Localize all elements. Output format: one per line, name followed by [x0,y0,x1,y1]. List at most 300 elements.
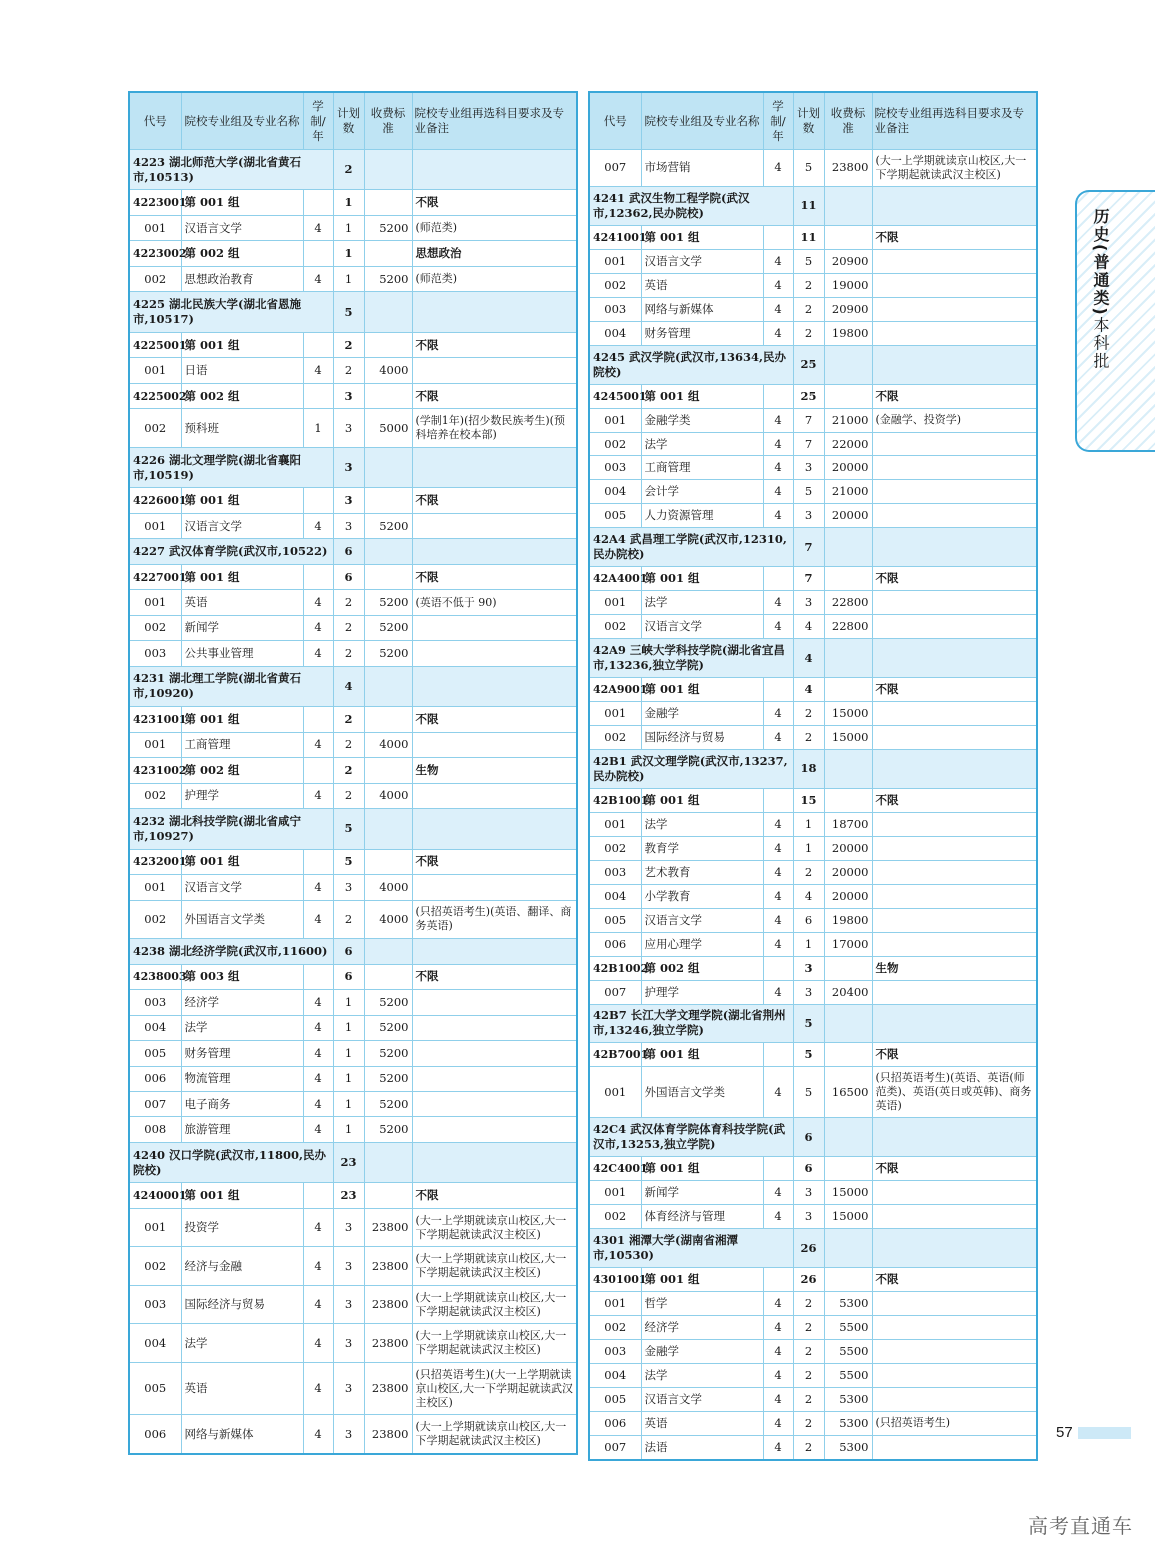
major-row [589,456,1037,480]
group-code-cell: 42B7001 [589,1043,641,1067]
empty-cell [872,1118,1037,1157]
side-tab-text [1089,208,1112,371]
major-name-cell: 国际经济与贸易 [181,1285,303,1323]
school-row [129,1142,577,1182]
major-note-cell: (大一上学期就读京山校区,大一下学期起就读武汉主校区) [412,1247,577,1285]
empty-cell [824,1004,872,1043]
major-fee-cell: 5000 [364,409,412,447]
major-plan-cell: 2 [793,1339,824,1363]
major-name-cell: 电子商务 [181,1091,303,1116]
group-row [589,1043,1037,1067]
group-name-cell: 第 001 组 [181,707,303,732]
major-fee-cell: 20000 [824,860,872,884]
school-name-cell: 4226 湖北文理学院(湖北省襄阳市,10519) [129,447,333,487]
major-name-cell: 人力资源管理 [641,504,763,528]
empty-cell [763,1157,793,1181]
major-years-cell: 4 [763,932,793,956]
major-plan-cell: 3 [793,1205,824,1229]
major-plan-cell: 1 [793,932,824,956]
major-fee-cell: 5200 [364,1041,412,1066]
major-years-cell: 4 [763,456,793,480]
side-tab-category: (普通类) [1091,244,1110,317]
major-fee-cell: 20000 [824,836,872,860]
group-name-cell: 第 001 组 [181,332,303,357]
empty-cell [364,564,412,589]
major-note-cell [412,1015,577,1040]
major-fee-cell: 5200 [364,1066,412,1091]
group-requirement-cell: 不限 [872,567,1037,591]
major-note-cell [872,249,1037,273]
major-fee-cell: 4000 [364,875,412,900]
major-years-cell: 4 [763,273,793,297]
major-note-cell: (学制1年)(招少数民族考生)(预科培养在校本部) [412,409,577,447]
major-note-cell [412,1117,577,1142]
major-name-cell: 汉语言文学 [641,1387,763,1411]
empty-cell [303,1183,333,1208]
empty-cell [364,488,412,513]
major-plan-cell: 3 [793,980,824,1004]
major-row [129,1015,577,1040]
major-fee-cell: 19800 [824,321,872,345]
empty-cell [824,384,872,408]
major-name-cell: 金融学 [641,702,763,726]
group-code-cell: 4231002 [129,758,181,783]
admission-table-right [588,91,1038,1461]
major-years-cell: 4 [763,1435,793,1459]
major-row [589,908,1037,932]
major-years-cell: 4 [763,321,793,345]
school-row [129,539,577,564]
major-years-cell: 4 [303,590,333,615]
group-row [589,384,1037,408]
school-name-cell: 42A9 三峡大学科技学院(湖北省宜昌市,13236,独立学院) [589,639,793,678]
major-plan-cell: 2 [793,1316,824,1340]
school-name-cell: 4225 湖北民族大学(湖北省恩施市,10517) [129,292,333,332]
major-code-cell: 002 [589,836,641,860]
major-plan-cell: 2 [793,321,824,345]
major-plan-cell: 7 [793,408,824,432]
school-name-cell: 42B7 长江大学文理学院(湖北省荆州市,13246,独立学院) [589,1004,793,1043]
major-row [129,900,577,938]
major-row [589,1411,1037,1435]
major-code-cell: 001 [589,1292,641,1316]
major-fee-cell: 22800 [824,591,872,615]
group-requirement-cell: 不限 [412,383,577,408]
group-plan-cell: 1 [333,241,364,266]
major-plan-cell: 3 [333,1247,364,1285]
school-row [589,639,1037,678]
major-plan-cell: 1 [333,1066,364,1091]
group-code-cell: 42B1001 [589,788,641,812]
empty-cell [824,1157,872,1181]
empty-cell [763,956,793,980]
major-code-cell: 001 [589,1067,641,1118]
major-code-cell: 001 [129,215,181,240]
group-code-cell: 4232001 [129,849,181,874]
school-plan-cell: 26 [793,1229,824,1268]
major-note-cell [872,1387,1037,1411]
major-plan-cell: 2 [793,702,824,726]
major-fee-cell: 5300 [824,1292,872,1316]
empty-cell [364,447,412,487]
major-note-cell: (大一上学期就读京山校区,大一下学期起就读武汉主校区) [412,1208,577,1246]
group-row [129,190,577,215]
major-code-cell: 001 [589,812,641,836]
group-requirement-cell: 不限 [412,564,577,589]
major-years-cell: 4 [763,1316,793,1340]
major-row [589,150,1037,187]
major-row [589,480,1037,504]
header-fee: 收费标准 [824,92,872,150]
major-name-cell: 汉语言文学 [641,615,763,639]
major-years-cell: 4 [303,513,333,538]
empty-cell [872,749,1037,788]
major-name-cell: 法学 [641,591,763,615]
major-plan-cell: 4 [793,615,824,639]
major-plan-cell: 3 [793,1181,824,1205]
major-plan-cell: 1 [333,215,364,240]
school-plan-cell: 3 [333,447,364,487]
major-years-cell: 4 [303,615,333,640]
major-code-cell: 003 [129,990,181,1015]
school-plan-cell: 4 [793,639,824,678]
major-note-cell [412,1066,577,1091]
major-plan-cell: 2 [793,860,824,884]
major-name-cell: 国际经济与贸易 [641,726,763,750]
major-fee-cell: 4000 [364,900,412,938]
school-row [589,186,1037,225]
group-row [589,678,1037,702]
major-years-cell: 4 [303,1208,333,1246]
group-code-cell: 4223001 [129,190,181,215]
major-note-cell: (大一上学期就读京山校区,大一下学期起就读武汉主校区) [872,150,1037,187]
major-row [129,1324,577,1362]
empty-cell [763,1043,793,1067]
major-name-cell: 思想政治教育 [181,266,303,291]
empty-cell [303,564,333,589]
major-years-cell: 4 [303,900,333,938]
empty-cell [364,964,412,989]
group-plan-cell: 3 [333,488,364,513]
empty-cell [303,332,333,357]
group-name-cell: 第 001 组 [641,788,763,812]
major-name-cell: 公共事业管理 [181,641,303,666]
school-name-cell: 4245 武汉学院(武汉市,13634,民办院校) [589,345,793,384]
major-name-cell: 汉语言文学 [181,875,303,900]
major-name-cell: 日语 [181,358,303,383]
major-fee-cell: 4000 [364,358,412,383]
empty-cell [412,809,577,849]
header-remark: 院校专业组再选科目要求及专业备注 [412,92,577,150]
major-row [589,726,1037,750]
major-note-cell [872,432,1037,456]
empty-cell [824,186,872,225]
group-name-cell: 第 001 组 [641,567,763,591]
header-years: 学制/年 [763,92,793,150]
empty-cell [364,150,412,190]
group-requirement-cell: 不限 [412,849,577,874]
group-row [589,225,1037,249]
major-fee-cell: 5200 [364,513,412,538]
major-name-cell: 应用心理学 [641,932,763,956]
major-plan-cell: 5 [793,249,824,273]
major-name-cell: 外国语言文学类 [181,900,303,938]
major-note-cell [872,615,1037,639]
group-code-cell: 42B1002 [589,956,641,980]
major-note-cell [412,641,577,666]
major-name-cell: 金融学 [641,1339,763,1363]
group-row [589,1268,1037,1292]
group-requirement-cell: 不限 [412,488,577,513]
group-name-cell: 第 002 组 [181,241,303,266]
major-fee-cell: 21000 [824,480,872,504]
group-row [589,567,1037,591]
major-name-cell: 物流管理 [181,1066,303,1091]
major-row [589,591,1037,615]
major-name-cell: 网络与新媒体 [181,1415,303,1454]
major-fee-cell: 5500 [824,1363,872,1387]
empty-cell [303,964,333,989]
empty-cell [412,1142,577,1182]
group-code-cell: 4231001 [129,707,181,732]
empty-cell [872,345,1037,384]
major-fee-cell: 23800 [364,1285,412,1323]
major-note-cell [412,615,577,640]
group-requirement-cell: 生物 [872,956,1037,980]
major-note-cell [872,726,1037,750]
major-years-cell: 4 [763,615,793,639]
major-plan-cell: 2 [333,641,364,666]
empty-cell [412,292,577,332]
major-code-cell: 001 [129,875,181,900]
major-row [589,1292,1037,1316]
major-name-cell: 法学 [641,812,763,836]
major-plan-cell: 3 [333,1208,364,1246]
group-requirement-cell: 不限 [412,707,577,732]
major-years-cell: 4 [763,249,793,273]
group-row [129,707,577,732]
major-code-cell: 001 [129,513,181,538]
major-note-cell [872,1316,1037,1340]
empty-cell [824,567,872,591]
major-code-cell: 003 [129,641,181,666]
major-plan-cell: 4 [793,884,824,908]
major-years-cell: 4 [303,641,333,666]
major-fee-cell: 5300 [824,1435,872,1459]
empty-cell [303,707,333,732]
major-years-cell: 4 [763,726,793,750]
major-code-cell: 002 [589,273,641,297]
group-plan-cell: 3 [333,383,364,408]
major-plan-cell: 2 [793,1363,824,1387]
major-code-cell: 001 [589,408,641,432]
major-row [129,615,577,640]
school-name-cell: 4238 湖北经济学院(武汉市,11600) [129,939,333,964]
school-row [589,1004,1037,1043]
major-note-cell: (英语不低于 90) [412,590,577,615]
group-code-cell: 4241001 [589,225,641,249]
empty-cell [303,849,333,874]
empty-cell [872,528,1037,567]
group-row [129,849,577,874]
major-years-cell: 4 [303,1015,333,1040]
major-plan-cell: 3 [333,1324,364,1362]
major-fee-cell: 19000 [824,273,872,297]
major-years-cell: 4 [763,408,793,432]
major-name-cell: 汉语言文学 [641,249,763,273]
empty-cell [364,539,412,564]
major-code-cell: 004 [589,480,641,504]
major-plan-cell: 2 [333,590,364,615]
major-plan-cell: 2 [793,726,824,750]
header-years: 学制/年 [303,92,333,150]
major-note-cell: (金融学、投资学) [872,408,1037,432]
major-name-cell: 护理学 [181,783,303,808]
major-years-cell: 4 [763,1067,793,1118]
major-fee-cell: 20900 [824,249,872,273]
major-code-cell: 003 [589,297,641,321]
table-header [129,92,577,150]
major-name-cell: 汉语言文学 [181,513,303,538]
major-years-cell: 4 [763,836,793,860]
major-fee-cell: 20000 [824,504,872,528]
major-note-cell [872,1205,1037,1229]
major-plan-cell: 5 [793,1067,824,1118]
major-fee-cell: 20000 [824,884,872,908]
group-name-cell: 第 003 组 [181,964,303,989]
major-fee-cell: 5300 [824,1387,872,1411]
major-plan-cell: 2 [793,1387,824,1411]
major-plan-cell: 1 [333,1091,364,1116]
major-fee-cell: 5500 [824,1339,872,1363]
major-years-cell: 4 [303,1362,333,1414]
empty-cell [763,567,793,591]
group-code-cell: 42A4001 [589,567,641,591]
group-row [129,564,577,589]
group-row [129,488,577,513]
group-requirement-cell: 不限 [872,1268,1037,1292]
major-note-cell [872,1339,1037,1363]
major-fee-cell: 5200 [364,1091,412,1116]
major-code-cell: 002 [129,900,181,938]
major-name-cell: 经济学 [641,1316,763,1340]
major-name-cell: 英语 [641,273,763,297]
major-note-cell [872,591,1037,615]
group-name-cell: 第 001 组 [181,564,303,589]
empty-cell [763,384,793,408]
group-requirement-cell: 生物 [412,758,577,783]
major-years-cell: 4 [303,875,333,900]
group-name-cell: 第 001 组 [641,225,763,249]
school-name-cell: 4231 湖北理工学院(湖北省黄石市,10920) [129,666,333,706]
school-name-cell: 4232 湖北科技学院(湖北省咸宁市,10927) [129,809,333,849]
major-years-cell: 4 [763,297,793,321]
side-tab-batch: 本科批 [1091,316,1110,371]
group-code-cell: 4223002 [129,241,181,266]
school-plan-cell: 2 [333,150,364,190]
major-code-cell: 005 [589,908,641,932]
major-plan-cell: 1 [333,1041,364,1066]
group-row [129,964,577,989]
major-row [589,432,1037,456]
school-row [129,292,577,332]
major-plan-cell: 2 [793,297,824,321]
group-requirement-cell: 不限 [412,964,577,989]
major-name-cell: 艺术教育 [641,860,763,884]
major-code-cell: 002 [129,615,181,640]
major-fee-cell: 5200 [364,1015,412,1040]
major-plan-cell: 7 [793,432,824,456]
major-row [129,1117,577,1142]
major-code-cell: 006 [129,1066,181,1091]
major-code-cell: 004 [589,1363,641,1387]
major-name-cell: 法学 [181,1324,303,1362]
major-row [589,615,1037,639]
major-fee-cell: 5300 [824,1411,872,1435]
empty-cell [364,332,412,357]
major-row [129,1247,577,1285]
major-plan-cell: 3 [793,591,824,615]
major-fee-cell: 20000 [824,456,872,480]
major-note-cell: (只招英语考生)(英语、翻译、商务英语) [412,900,577,938]
school-plan-cell: 6 [333,539,364,564]
major-years-cell: 4 [763,1292,793,1316]
major-code-cell: 002 [589,726,641,750]
major-code-cell: 001 [589,1181,641,1205]
major-fee-cell: 5200 [364,215,412,240]
side-tab-subject: 历史 [1091,208,1110,244]
empty-cell [364,241,412,266]
group-plan-cell: 2 [333,707,364,732]
header-remark: 院校专业组再选科目要求及专业备注 [872,92,1037,150]
major-plan-cell: 3 [333,513,364,538]
header-major: 院校专业组及专业名称 [641,92,763,150]
major-code-cell: 002 [129,409,181,447]
major-row [589,504,1037,528]
major-name-cell: 英语 [641,1411,763,1435]
major-code-cell: 006 [589,1411,641,1435]
major-note-cell [412,783,577,808]
major-fee-cell: 15000 [824,1205,872,1229]
school-plan-cell: 6 [793,1118,824,1157]
group-code-cell: 4238003 [129,964,181,989]
school-name-cell: 42C4 武汉体育学院体育科技学院(武汉市,13253,独立学院) [589,1118,793,1157]
school-name-cell: 4240 汉口学院(武汉市,11800,民办院校) [129,1142,333,1182]
major-plan-cell: 2 [333,783,364,808]
major-fee-cell: 22000 [824,432,872,456]
major-note-cell [412,990,577,1015]
major-row [129,1066,577,1091]
group-code-cell: 42C4001 [589,1157,641,1181]
major-row [589,980,1037,1004]
major-plan-cell: 2 [793,1292,824,1316]
major-years-cell: 1 [303,409,333,447]
major-plan-cell: 2 [793,1435,824,1459]
major-years-cell: 4 [303,215,333,240]
table-body-right [589,150,1037,1460]
major-years-cell: 4 [763,812,793,836]
school-name-cell: 4301 湘潭大学(湖南省湘潭市,10530) [589,1229,793,1268]
major-code-cell: 004 [129,1015,181,1040]
empty-cell [412,539,577,564]
major-row [129,513,577,538]
major-years-cell: 4 [763,432,793,456]
major-row [589,884,1037,908]
major-code-cell: 002 [129,266,181,291]
major-note-cell: (大一上学期就读京山校区,大一下学期起就读武汉主校区) [412,1285,577,1323]
major-fee-cell: 23800 [824,150,872,187]
major-code-cell: 005 [129,1362,181,1414]
